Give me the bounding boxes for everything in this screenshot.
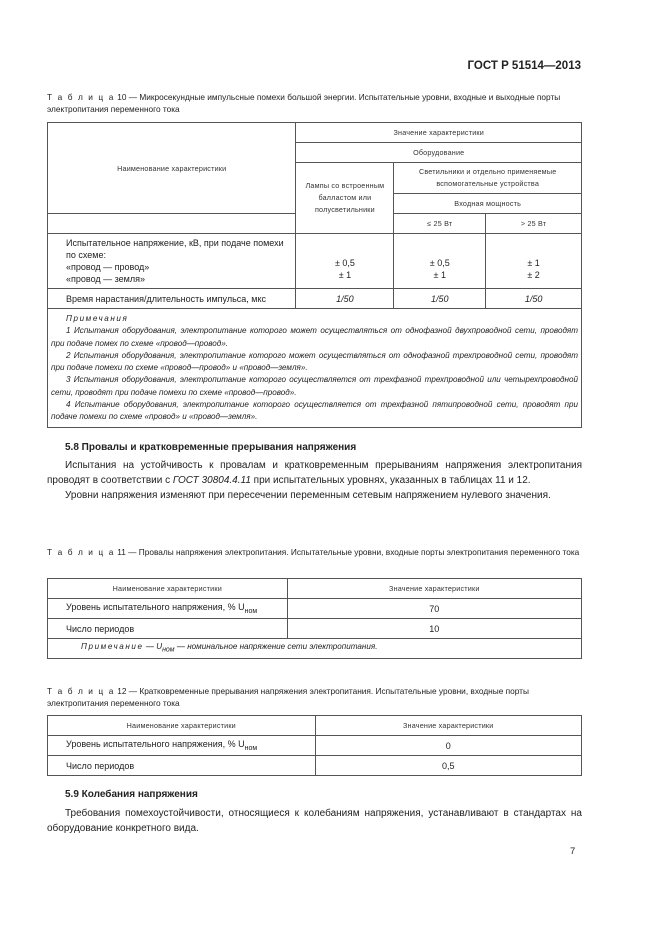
section-5-8-body bbox=[47, 458, 582, 503]
t10-row1-label-text: Испытательное напряжение, кВ, при подаче помехи по схеме: bbox=[66, 238, 284, 260]
t10-row2-label: Время нарастания/длительность импульса, мкс bbox=[48, 289, 296, 309]
t10-header-name-cont bbox=[48, 214, 296, 234]
t10-row1-gt25 bbox=[486, 234, 582, 289]
t10-header-le25: ≤ 25 Вт bbox=[394, 214, 486, 234]
t10-notes bbox=[48, 309, 582, 428]
t10-row2-le25: 1/50 bbox=[394, 289, 486, 309]
t10-note-3: 3 Испытания оборудования, электропитание которого осуществляется от трехфазной трехпроводной или четырехпроводной сети, проводят при подаче помехи по схеме «провод—провод». bbox=[51, 375, 578, 397]
table11-caption-text: 11 — Провалы напряжения электропитания. Испытательные уровни, входные порты электропитания переменного тока bbox=[114, 547, 580, 557]
t10-row1-le25-1: ± 0,5 bbox=[429, 258, 450, 268]
t10-row1-lamps-2: ± 1 bbox=[338, 270, 352, 280]
t12-header-value: Значение характеристики bbox=[315, 716, 581, 736]
table12-caption-prefix: Т а б л и ц а bbox=[47, 686, 115, 696]
t10-row1-gt25-2: ± 2 bbox=[527, 270, 540, 280]
section-5-8-title: 5.8 Провалы и кратковременные прерывания напряжения bbox=[65, 442, 357, 453]
t11-header-value: Значение характеристики bbox=[287, 579, 581, 599]
t10-header-value: Значение характеристики bbox=[296, 123, 582, 143]
t10-row1-gt25-1: ± 1 bbox=[527, 258, 540, 268]
t10-note-2: 2 Испытания оборудования, электропитание которого может осуществляться от однофазной трехпроводной сети, проводят при подаче помехи по схеме «провод—провод» и «провод—земля». bbox=[51, 350, 578, 373]
table-11 bbox=[47, 578, 582, 659]
table10-caption bbox=[47, 91, 582, 115]
t10-header-equipment: Оборудование bbox=[296, 143, 582, 163]
t10-row1-lamps-1: ± 0,5 bbox=[334, 258, 355, 268]
section-5-9-title: 5.9 Колебания напряжения bbox=[65, 789, 198, 800]
t11-note-sub: ном bbox=[162, 646, 175, 654]
table12-caption-text: 12 — Кратковременные прерывания напряжения электропитания. Испытательные уровни, входные порты электропитания переменного тока bbox=[47, 686, 529, 708]
section-5-9-paragraph-1: Требования помехоустойчивости, относящиеся к колебаниям напряжения, устанавливают в стандартах на оборудование конкретного вида. bbox=[47, 808, 582, 834]
table10-caption-text: 10 — Микросекундные импульсные помехи большой энергии. Испытательные уровни, входные и выходные порты электропитания переменного тока bbox=[47, 92, 561, 114]
table-10 bbox=[47, 122, 582, 428]
t12-row1-value: 0 bbox=[315, 736, 581, 756]
t10-header-gt25: > 25 Вт bbox=[486, 214, 582, 234]
t12-row2-label: Число периодов bbox=[48, 756, 316, 776]
t10-row1-label bbox=[48, 234, 296, 289]
t12-row2-value: 0,5 bbox=[315, 756, 581, 776]
t10-header-power: Входная мощность bbox=[394, 194, 582, 214]
t10-header-name: Наименование характеристики bbox=[48, 123, 296, 214]
t11-row1-label bbox=[48, 599, 288, 619]
t11-row1-label-sub: ном bbox=[244, 607, 258, 615]
t10-note-1: 1 Испытания оборудования, электропитание которого может осуществляться от однофазной двухпроводной сети, проводят при подаче помех по схеме «провод—провод». bbox=[51, 326, 578, 348]
t12-row1-label bbox=[48, 736, 316, 756]
t10-row1-le25 bbox=[394, 234, 486, 289]
table11-caption bbox=[47, 546, 582, 558]
t11-header-name: Наименование характеристики bbox=[48, 579, 288, 599]
document-code: ГОСТ Р 51514—2013 bbox=[467, 60, 581, 72]
t12-header-name: Наименование характеристики bbox=[48, 716, 316, 736]
page-number: 7 bbox=[570, 846, 576, 857]
t11-note-text: — U bbox=[143, 641, 163, 651]
t11-note-prefix: Примечание bbox=[81, 641, 144, 651]
s58-p1-ref: ГОСТ 30804.4.11 bbox=[172, 475, 251, 486]
t11-row2-label: Число периодов bbox=[48, 619, 288, 639]
t10-row2-lamps: 1/50 bbox=[296, 289, 394, 309]
t10-row1-lamps bbox=[296, 234, 394, 289]
t10-note-4: 4 Испытание оборудования, электропитание которого осуществляется от трехфазной пятипроводной сети, проводят при подаче помехи по схеме «провод» и «провод—земля». bbox=[51, 400, 578, 422]
table11-caption-prefix: Т а б л и ц а bbox=[47, 547, 115, 557]
t11-note bbox=[48, 639, 582, 659]
section-5-9-body bbox=[47, 806, 582, 836]
table10-caption-prefix: Т а б л и ц а bbox=[47, 92, 115, 102]
section-5-8-paragraph-1 bbox=[47, 458, 582, 488]
table12-caption bbox=[47, 685, 582, 709]
section-5-8-paragraph-2: Уровни напряжения изменяют при пересечении переменным сетевым напряжением нулевого значения. bbox=[65, 490, 551, 501]
t10-row1-sub2: «провод — земля» bbox=[66, 274, 145, 284]
t12-row1-label-sub: ном bbox=[244, 744, 258, 752]
t11-row2-value: 10 bbox=[287, 619, 581, 639]
t11-row1-label-text: Уровень испытательного напряжения, % U bbox=[66, 602, 245, 613]
t10-row2-gt25: 1/50 bbox=[486, 289, 582, 309]
t12-row1-label-text: Уровень испытательного напряжения, % U bbox=[66, 739, 245, 750]
t11-row1-value: 70 bbox=[287, 599, 581, 619]
t10-row1-le25-2: ± 1 bbox=[433, 270, 446, 280]
t11-note-rest: — номинальное напряжение сети электропитания. bbox=[174, 641, 378, 651]
t10-row1-sub1: «провод — провод» bbox=[66, 262, 150, 272]
t10-header-luminaires: Светильники и отдельно применяемые вспомогательные устройства bbox=[394, 163, 582, 194]
s58-p1-b: при испытательных уровнях, указанных в таблицах 11 и 12. bbox=[250, 475, 531, 486]
t10-notes-title: Примечания bbox=[66, 314, 129, 323]
t10-header-lamps: Лампы со встроенным балластом или полусветильники bbox=[296, 163, 394, 234]
table-12 bbox=[47, 715, 582, 776]
s58-p1-a: Испытания на устойчивость к провалам и кратковременным прерываниям напряжения электропитания проводят в соответствии с bbox=[47, 460, 582, 486]
